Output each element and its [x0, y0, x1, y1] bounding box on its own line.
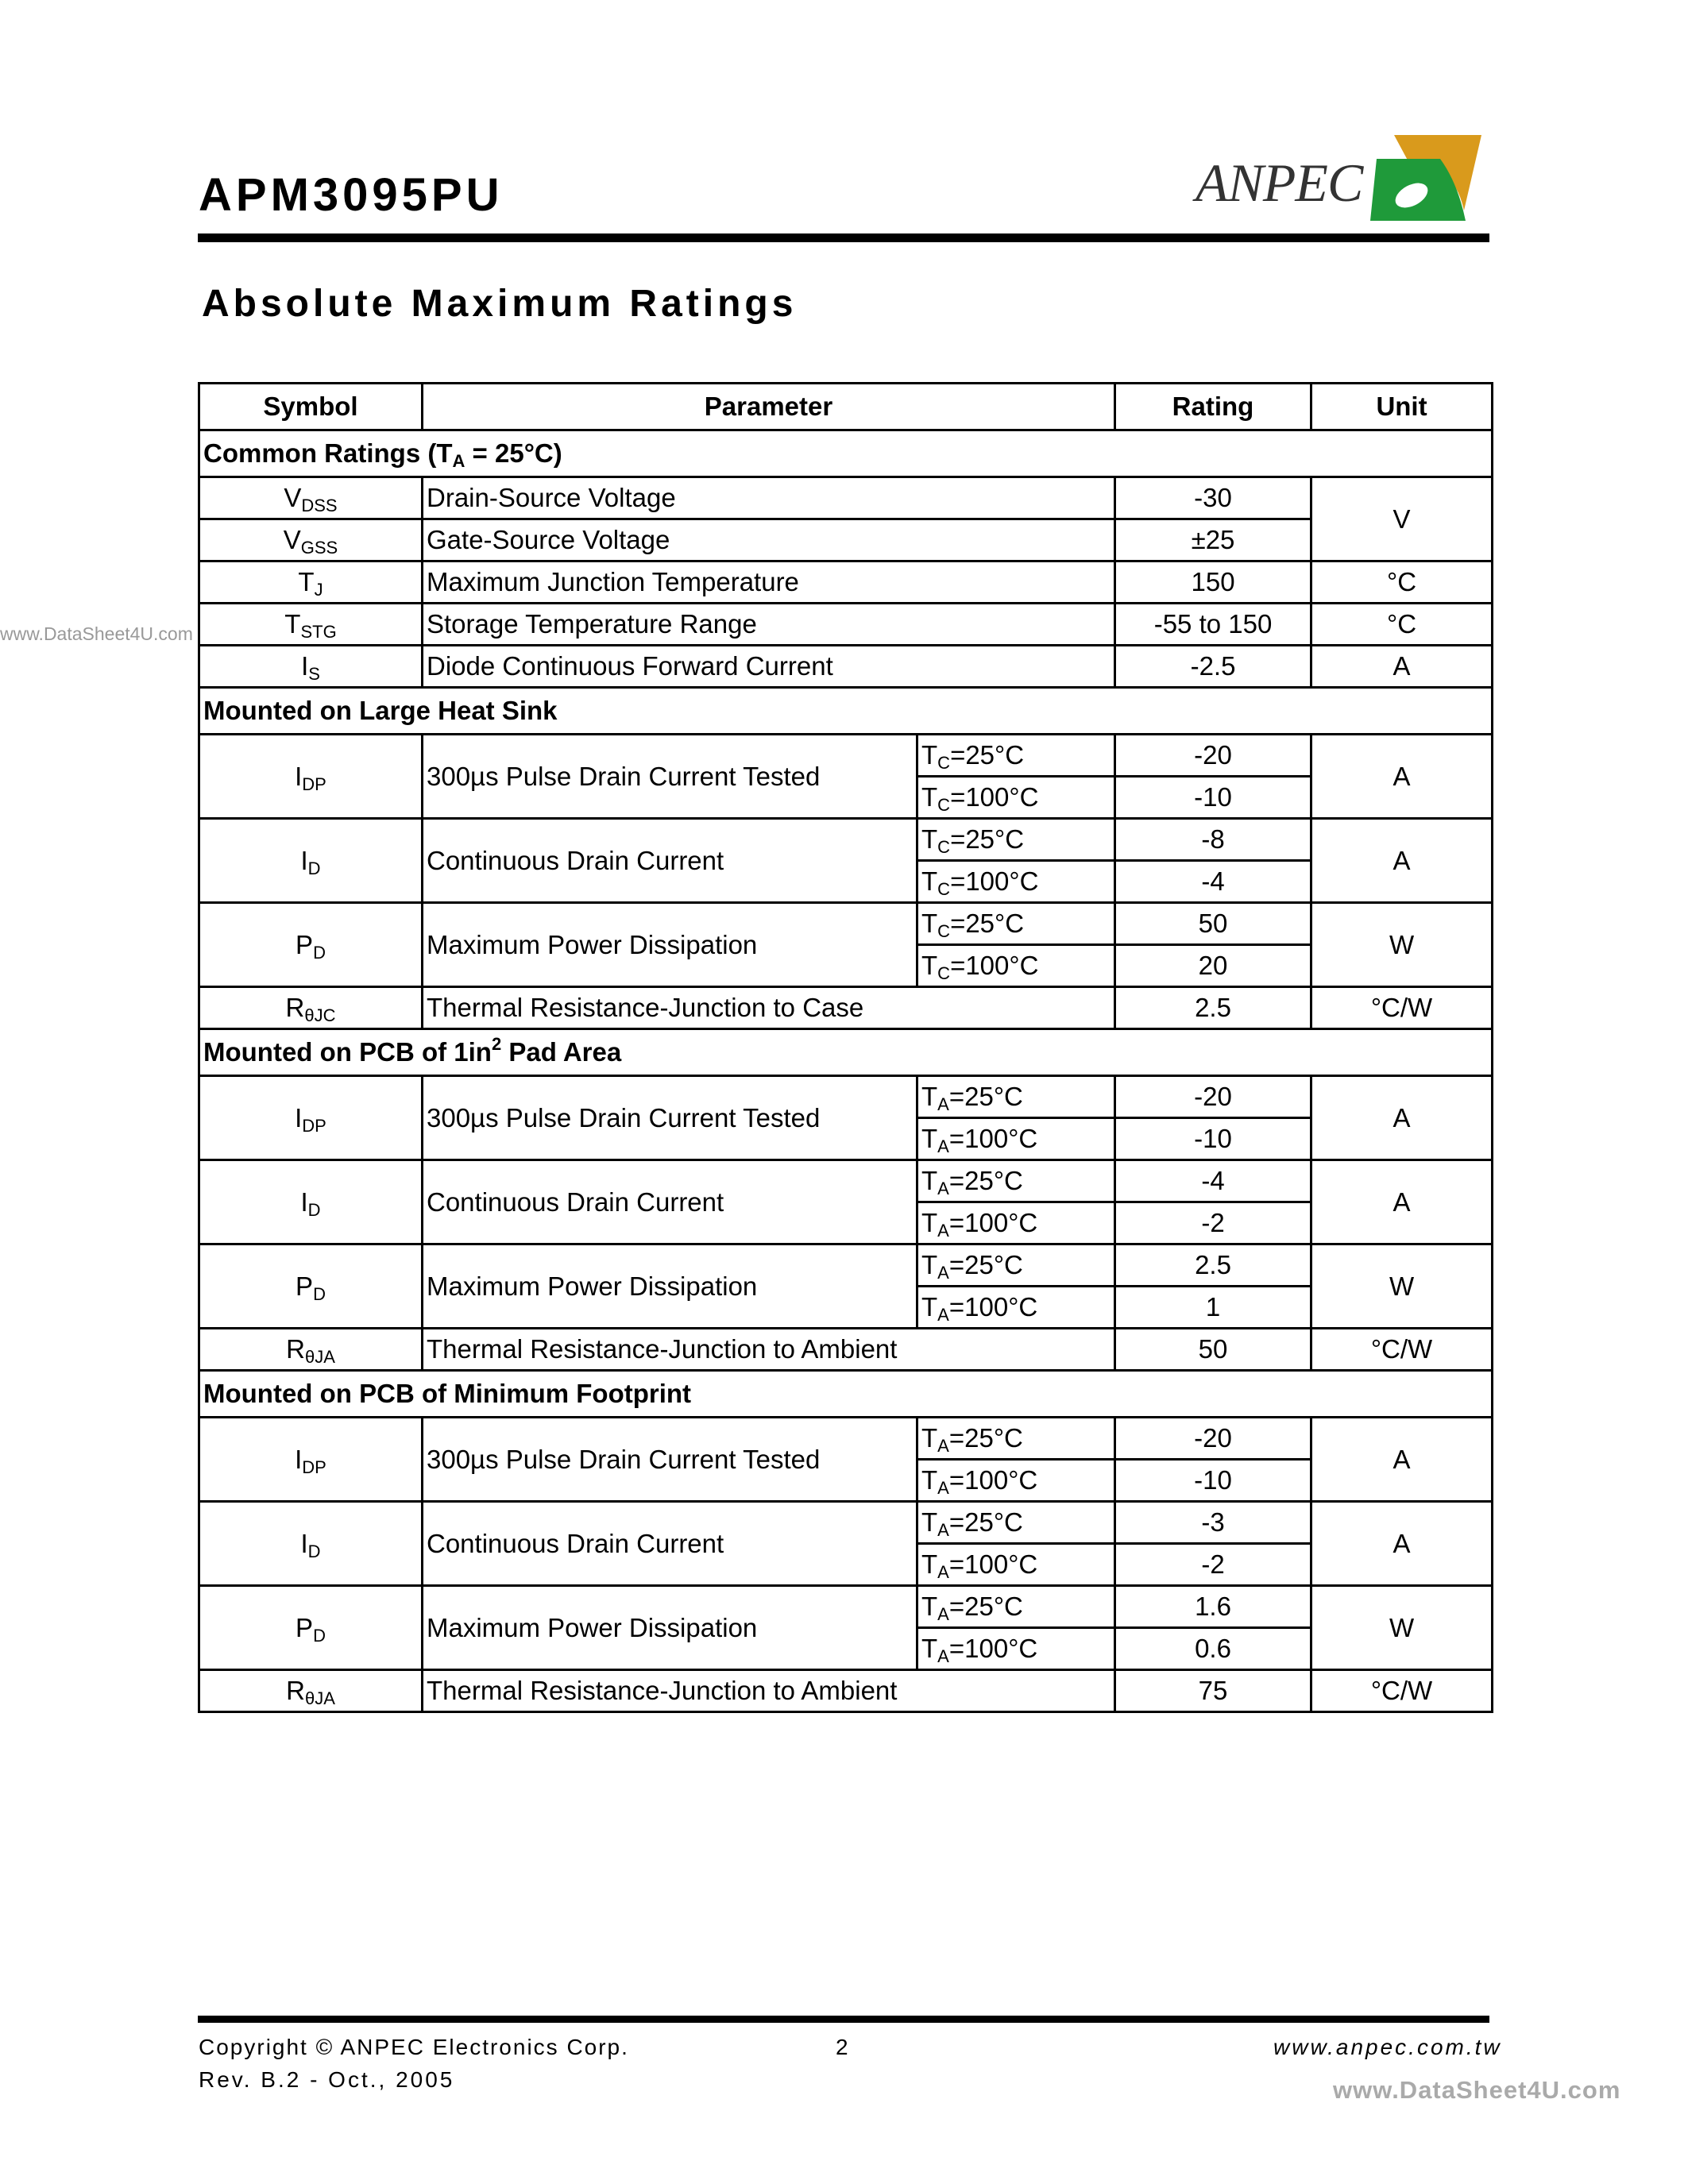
- rating-cell: -4: [1115, 861, 1311, 903]
- symbol-cell: $I_{DP}$: [199, 1418, 423, 1502]
- parameter-cell: Maximum Power Dissipation: [423, 1586, 917, 1670]
- parameter-cell: Continuous Drain Current: [423, 819, 917, 903]
- condition-cell: $T_A=100^\circ C$: [917, 1628, 1115, 1670]
- rating-cell: -10: [1115, 1118, 1311, 1160]
- symbol-cell: $R_{\theta JA}$: [199, 1329, 423, 1371]
- unit-cell: W: [1311, 1586, 1493, 1670]
- rating-cell: -4: [1115, 1160, 1311, 1202]
- condition-cell: $T_A=25^\circ C$: [917, 1244, 1115, 1287]
- rating-cell: -20: [1115, 1418, 1311, 1460]
- parameter-cell: Continuous Drain Current: [423, 1160, 917, 1244]
- table-row: [199, 646, 1493, 688]
- table-row: [199, 1076, 1493, 1118]
- rating-cell: 50: [1115, 1329, 1311, 1371]
- table-row: [199, 735, 1493, 777]
- rating-cell: 1: [1115, 1287, 1311, 1329]
- group-pcb-min-footprint: Mounted on PCB of Minimum Footprint: [199, 1371, 1493, 1418]
- website-link[interactable]: www.anpec.com.tw: [1273, 2035, 1502, 2059]
- parameter-cell: Thermal Resistance-Junction to Ambient: [423, 1329, 1115, 1371]
- parameter-cell: 300µs Pulse Drain Current Tested: [423, 735, 917, 819]
- unit-cell: W: [1311, 903, 1493, 987]
- table-row: [199, 1418, 1493, 1460]
- unit-cell: °C/W: [1311, 987, 1493, 1029]
- symbol-cell: $R_{\theta JC}$: [199, 987, 423, 1029]
- unit-cell: W: [1311, 1244, 1493, 1329]
- unit-cell: A: [1311, 1418, 1493, 1502]
- table-row: [199, 1160, 1493, 1202]
- footer-rule: [198, 2016, 1489, 2023]
- condition-cell: $T_A=100^\circ C$: [917, 1287, 1115, 1329]
- rating-cell: 2.5: [1115, 1244, 1311, 1287]
- rating-cell: -20: [1115, 1076, 1311, 1118]
- symbol-cell: $T_{STG}$: [199, 604, 423, 646]
- parameter-cell: Continuous Drain Current: [423, 1502, 917, 1586]
- condition-cell: $T_C=100^\circ C$: [917, 777, 1115, 819]
- condition-cell: $T_C=100^\circ C$: [917, 861, 1115, 903]
- rating-cell: -2: [1115, 1202, 1311, 1244]
- condition-cell: $T_A=25^\circ C$: [917, 1586, 1115, 1628]
- table-row: [199, 1502, 1493, 1544]
- table-row: [199, 477, 1493, 519]
- symbol-cell: $V_{GSS}$: [199, 519, 423, 561]
- symbol-cell: $P_D$: [199, 1586, 423, 1670]
- anpec-logo: [1196, 135, 1481, 224]
- rating-cell: -10: [1115, 777, 1311, 819]
- unit-cell: A: [1311, 1076, 1493, 1160]
- section-title: Absolute Maximum Ratings: [202, 283, 798, 325]
- unit-cell: A: [1311, 1502, 1493, 1586]
- symbol-cell: $I_{DP}$: [199, 735, 423, 819]
- rating-cell: -2.5: [1115, 646, 1311, 688]
- symbol-cell: $I_D$: [199, 819, 423, 903]
- unit-cell: °C: [1311, 561, 1493, 604]
- rating-cell: -30: [1115, 477, 1311, 519]
- rating-cell: 2.5: [1115, 987, 1311, 1029]
- watermark-left: www.DataSheet4U.com: [0, 623, 193, 644]
- rating-cell: -8: [1115, 819, 1311, 861]
- condition-cell: $T_A=25^\circ C$: [917, 1418, 1115, 1460]
- table-row: [199, 519, 1493, 561]
- watermark-right: www.DataSheet4U.com: [1333, 2076, 1621, 2104]
- table-row: [199, 1586, 1493, 1628]
- revision-text: Rev. B.2 - Oct., 2005: [199, 2067, 455, 2092]
- parameter-cell: 300µs Pulse Drain Current Tested: [423, 1076, 917, 1160]
- parameter-cell: Diode Continuous Forward Current: [423, 646, 1115, 688]
- condition-cell: $T_C=25^\circ C$: [917, 819, 1115, 861]
- rating-cell: 20: [1115, 945, 1311, 987]
- parameter-cell: Storage Temperature Range: [423, 604, 1115, 646]
- table-row: [199, 1670, 1493, 1712]
- condition-cell: $T_A=100^\circ C$: [917, 1118, 1115, 1160]
- logo-mark-icon: [1370, 135, 1481, 222]
- symbol-cell: $I_{DP}$: [199, 1076, 423, 1160]
- table-row: [199, 903, 1493, 945]
- unit-cell: A: [1311, 646, 1493, 688]
- symbol-cell: $R_{\theta JA}$: [199, 1670, 423, 1712]
- rating-cell: -3: [1115, 1502, 1311, 1544]
- logo-text: ANPEC: [1196, 152, 1363, 213]
- symbol-cell: $I_D$: [199, 1160, 423, 1244]
- rating-cell: 0.6: [1115, 1628, 1311, 1670]
- header-rule: [198, 233, 1489, 242]
- parameter-cell: 300µs Pulse Drain Current Tested: [423, 1418, 917, 1502]
- parameter-cell: Maximum Junction Temperature: [423, 561, 1115, 604]
- unit-cell: A: [1311, 1160, 1493, 1244]
- page-number: 2: [836, 2035, 848, 2059]
- header-rating: Rating: [1115, 384, 1311, 430]
- symbol-cell: $I_S$: [199, 646, 423, 688]
- rating-cell: -20: [1115, 735, 1311, 777]
- unit-cell: V: [1311, 477, 1493, 561]
- table-row: [199, 561, 1493, 604]
- rating-cell: -55 to 150: [1115, 604, 1311, 646]
- rating-cell: 1.6: [1115, 1586, 1311, 1628]
- table-row: [199, 1329, 1493, 1371]
- parameter-cell: Drain-Source Voltage: [423, 477, 1115, 519]
- rating-cell: ±25: [1115, 519, 1311, 561]
- condition-cell: $T_C=100^\circ C$: [917, 945, 1115, 987]
- condition-cell: $T_C=25^\circ C$: [917, 735, 1115, 777]
- group-pcb-1in2: Mounted on PCB of $1in^2$ Pad Area: [199, 1029, 1493, 1076]
- symbol-cell: $V_{DSS}$: [199, 477, 423, 519]
- group-heat-sink: Mounted on Large Heat Sink: [199, 688, 1493, 735]
- parameter-cell: Gate-Source Voltage: [423, 519, 1115, 561]
- symbol-cell: $P_D$: [199, 903, 423, 987]
- parameter-cell: Thermal Resistance-Junction to Case: [423, 987, 1115, 1029]
- part-number: APM3095PU: [199, 169, 504, 221]
- condition-cell: $T_C=25^\circ C$: [917, 903, 1115, 945]
- unit-cell: A: [1311, 819, 1493, 903]
- condition-cell: $T_A=100^\circ C$: [917, 1202, 1115, 1244]
- symbol-cell: $T_J$: [199, 561, 423, 604]
- unit-cell: °C/W: [1311, 1329, 1493, 1371]
- table-header-row: [199, 384, 1493, 430]
- symbol-cell: $I_D$: [199, 1502, 423, 1586]
- condition-cell: $T_A=25^\circ C$: [917, 1160, 1115, 1202]
- condition-cell: $T_A=25^\circ C$: [917, 1502, 1115, 1544]
- table-row: [199, 987, 1493, 1029]
- condition-cell: $T_A=100^\circ C$: [917, 1460, 1115, 1502]
- parameter-cell: Thermal Resistance-Junction to Ambient: [423, 1670, 1115, 1712]
- header-symbol: Symbol: [199, 384, 423, 430]
- parameter-cell: Maximum Power Dissipation: [423, 1244, 917, 1329]
- rating-cell: 75: [1115, 1670, 1311, 1712]
- parameter-cell: Maximum Power Dissipation: [423, 903, 917, 987]
- symbol-cell: $P_D$: [199, 1244, 423, 1329]
- condition-cell: $T_A=100^\circ C$: [917, 1544, 1115, 1586]
- header-unit: Unit: [1311, 384, 1493, 430]
- header-parameter: Parameter: [423, 384, 1115, 430]
- rating-cell: 50: [1115, 903, 1311, 945]
- unit-cell: °C: [1311, 604, 1493, 646]
- group-common-ratings: Common Ratings $(T_A = 25^\circ C)$: [199, 430, 1493, 477]
- rating-cell: -2: [1115, 1544, 1311, 1586]
- copyright-text: Copyright © ANPEC Electronics Corp.: [199, 2035, 629, 2059]
- condition-cell: $T_A=25^\circ C$: [917, 1076, 1115, 1118]
- unit-cell: A: [1311, 735, 1493, 819]
- table-row: [199, 604, 1493, 646]
- unit-cell: °C/W: [1311, 1670, 1493, 1712]
- rating-cell: -10: [1115, 1460, 1311, 1502]
- table-row: [199, 819, 1493, 861]
- rating-cell: 150: [1115, 561, 1311, 604]
- ratings-table: [198, 382, 1493, 1713]
- table-row: [199, 1244, 1493, 1287]
